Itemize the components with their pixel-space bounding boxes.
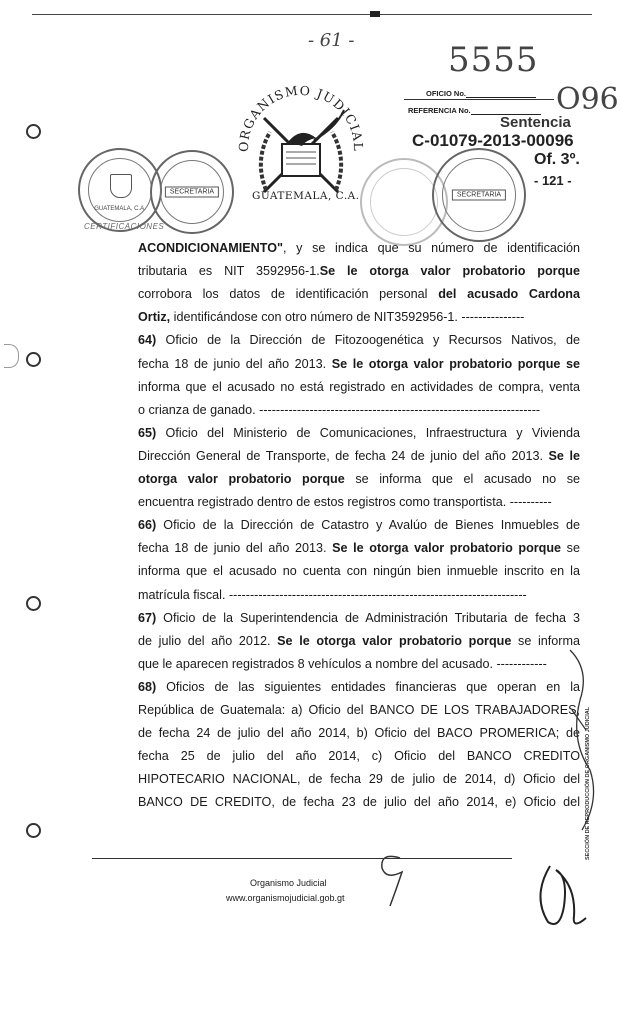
body-line — [138, 264, 580, 278]
body-text: de julio del año 2012. — [138, 633, 278, 648]
handwritten-signature — [530, 856, 594, 932]
body-line — [138, 657, 580, 671]
body-text-bold: 65) — [138, 425, 157, 440]
body-line — [138, 426, 580, 440]
top-rule — [32, 14, 592, 15]
right-seal — [432, 148, 526, 242]
body-line — [138, 495, 580, 509]
body-text: Oficio de la Superintendencia de Administración Tributaria de fecha 3 — [156, 610, 580, 625]
body-line — [138, 588, 580, 602]
left-seal-1-shield-icon — [110, 174, 132, 198]
oficio-label: OFICIO No. — [426, 88, 536, 98]
body-text: informa que el acusado no está registrado en actividades de compra, venta — [138, 379, 580, 394]
letterhead-arc-text: ORGANISMO JUDICIAL — [235, 82, 367, 153]
body-text-bold: Se le otorga valor probatorio porque — [319, 264, 580, 279]
letterhead-location: GUATEMALA, C.A. — [252, 190, 360, 202]
body-text: corrobora los datos de identificación personal — [138, 287, 439, 302]
body-text: informa que el acusado no cuenta con ningún bien inmueble inscrito en la — [138, 564, 580, 579]
body-text: de fecha 24 de julio del año 2014, b) Oficio del BACO PROMERICA; de — [138, 726, 580, 741]
body-text: se informa — [511, 633, 580, 648]
body-line — [138, 703, 580, 717]
footer-initial-mark — [360, 850, 420, 910]
body-line — [138, 403, 580, 417]
punch-hole-3 — [26, 596, 41, 611]
body-text-bold: Se le — [548, 448, 581, 463]
body-line — [138, 634, 580, 648]
body-line — [138, 357, 580, 371]
body-line — [138, 541, 580, 555]
body-line — [138, 333, 580, 347]
referencia-label: REFERENCIA No. — [408, 105, 541, 115]
top-rule-marker — [370, 11, 380, 17]
body-text: Oficios de las siguientes entidades financieras que operan en la — [156, 679, 580, 694]
body-line — [138, 287, 580, 301]
footer-org: Organismo Judicial — [250, 878, 327, 888]
body-text: que le aparecen registrados 8 vehículos a nombre del acusado. ------------ — [138, 656, 547, 671]
body-line — [138, 472, 580, 486]
punch-hole-1 — [26, 124, 41, 139]
body-text-bold: ACONDICIONAMIENTO" — [138, 241, 283, 255]
body-line — [138, 749, 580, 763]
left-seal-1-text: GUATEMALA, C.A. — [94, 206, 146, 212]
punch-hole-4 — [26, 823, 41, 838]
body-text-bold: otorga valor probatorio porque — [138, 472, 345, 486]
page-number: - 121 - — [534, 173, 572, 188]
body-line — [138, 772, 580, 786]
body-text-bold: 67) — [138, 610, 157, 625]
reference-box-line — [404, 99, 554, 100]
body-text-bold: 66) — [138, 518, 157, 533]
body-line — [138, 611, 580, 625]
handwritten-page-number: - 61 - — [308, 30, 355, 51]
body-text: identificándose con otro número de NIT3592956-1. --------------- — [170, 310, 525, 325]
body-text: fecha 25 de julio del año 2014, c) Oficio del BANCO CREDITO — [138, 749, 580, 764]
organismo-judicial-emblem — [226, 70, 376, 210]
body-text: fecha 18 de junio del año 2013. — [138, 541, 333, 556]
body-text-bold: Ortiz, — [138, 310, 171, 325]
body-text: Dirección General de Transporte, de fecha 24 de junio del año 2013. — [138, 448, 549, 463]
body-text: República de Guatemala: a) Oficio del BANCO DE LOS TRABAJADORES; — [138, 703, 580, 717]
body-line — [138, 449, 580, 463]
case-title: Sentencia — [500, 114, 571, 131]
body-text: se informa que el acusado no se — [344, 472, 580, 486]
body-line — [138, 518, 580, 532]
body-text: encuentra registrado dentro de estos registros como transportista. ---------- — [138, 495, 552, 510]
side-vertical-text: SECCIÓN DE REPRODUCCIÓN DE ORGANISMO JUDICIAL — [585, 706, 591, 860]
certificaciones-label: CERTIFICACIONES — [84, 222, 165, 231]
office-number: Of. 3º. — [534, 151, 580, 168]
body-text: , y se indica que su número de identificación — [282, 241, 580, 255]
body-text: Oficio del Ministerio de Comunicaciones, Infraestructura y Vivienda — [156, 425, 580, 440]
body-text-bold: Se le otorga valor probatorio porque se — [331, 356, 580, 371]
body-line — [138, 795, 580, 809]
body-text: Oficio de la Dirección de Fitozoogenética y Recursos Nativos, de — [156, 333, 580, 348]
body-text: tributaria es NIT 3592956-1. — [138, 264, 320, 279]
body-text-bold: Se le otorga valor probatorio porque — [277, 633, 512, 648]
body-line — [138, 380, 580, 394]
body-text: o crianza de ganado. ------------------------------------------------------------------- — [138, 402, 541, 417]
body-text: HIPOTECARIO NACIONAL, de fecha 29 de julio de 2014, d) Oficio del — [138, 772, 580, 787]
body-text: BANCO DE CREDITO, de fecha 23 de julio del año 2014, e) Oficio del — [138, 795, 580, 810]
body-text: Oficio de la Dirección de Catastro y Avalúo de Bienes Inmuebles de — [156, 518, 580, 533]
body-text: matrícula fiscal. ----------------------------------------------------------------------- — [138, 587, 527, 602]
footer-url: www.organismojudicial.gob.gt — [226, 893, 345, 903]
body-text-bold: Se le otorga valor probatorio porque — [332, 541, 562, 556]
punch-hole-2 — [26, 352, 41, 367]
body-text: se — [561, 541, 580, 556]
handwritten-folio-number: 5555 — [448, 40, 539, 80]
body-line — [138, 310, 580, 324]
body-text-bold: 68) — [138, 679, 157, 694]
left-seal-2-band: SECRETARIA — [165, 187, 219, 198]
body-line — [138, 241, 580, 255]
body-line — [138, 680, 580, 694]
body-line — [138, 564, 580, 578]
body-line — [138, 726, 580, 740]
right-seal-band: SECRETARIA — [452, 190, 506, 201]
body-text-bold: 64) — [138, 333, 157, 348]
footer-rule — [92, 858, 512, 859]
body-text: fecha 18 de junio del año 2013. — [138, 356, 332, 371]
margin-scribble — [4, 344, 19, 368]
body-text-bold: del acusado Cardona — [438, 287, 580, 302]
margin-initials: O96 — [556, 82, 619, 117]
case-number: C-01079-2013-00096 — [412, 131, 574, 150]
